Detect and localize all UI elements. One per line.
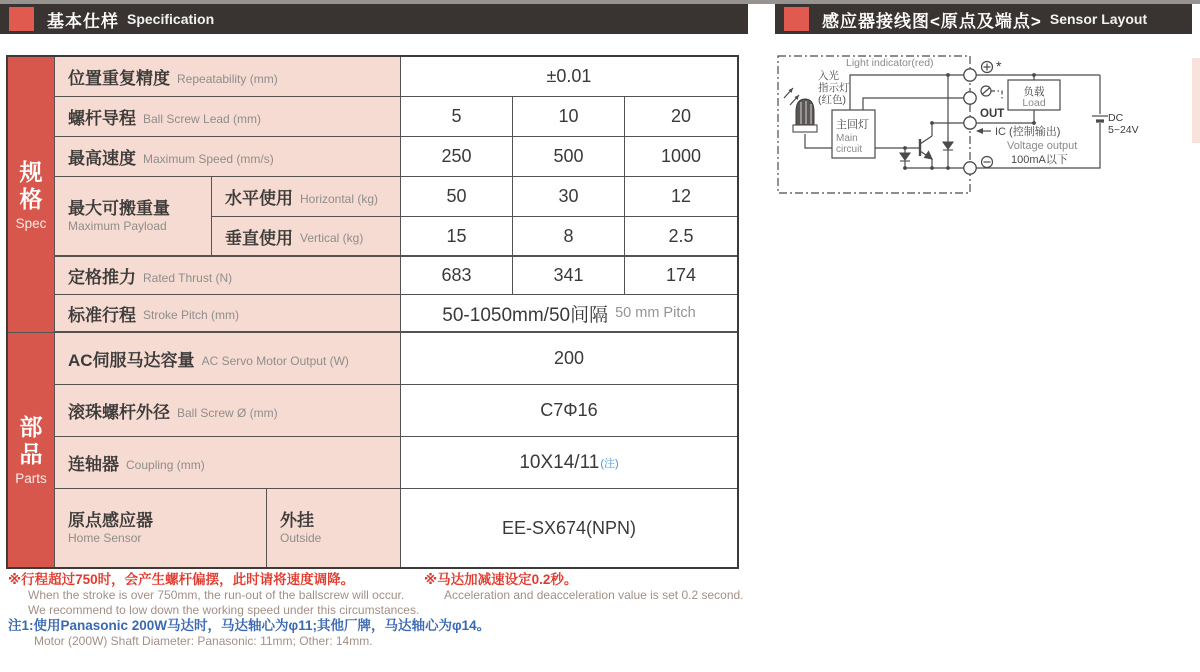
row-label-servo: AC伺服马达容量 AC Servo Motor Output (W)	[55, 333, 401, 385]
spec-en: Spec	[15, 215, 47, 231]
header-specification	[0, 4, 748, 34]
footnote-stroke-en1: When the stroke is over 750mm, the run-out of the ballscrew will occur.	[28, 588, 405, 602]
ic-label: IC (控制输出)	[995, 126, 1061, 138]
row-label-coupling: 连轴器 Coupling (mm)	[55, 437, 401, 489]
load-en: Load	[1022, 97, 1046, 109]
row-label-screw-dia: 滚珠螺杆外径 Ball Screw Ø (mm)	[55, 385, 401, 437]
value-horizontal-1: 50	[401, 177, 513, 217]
footnote-acceleration	[424, 572, 744, 603]
footnote-stroke-cn: ※行程超过750时，会产生螺杆偏摆，此时请将速度调降。	[8, 572, 355, 587]
value-thrust-2: 341	[513, 257, 625, 295]
parts-char: 品	[19, 441, 43, 467]
dc-label: DC	[1108, 112, 1124, 124]
row-label-home-outside: 外挂 Outside	[267, 489, 401, 567]
light-cn-1: 入光	[818, 70, 839, 82]
emitter-arrow-icon	[925, 152, 933, 160]
value-speed-3: 1000	[625, 137, 737, 177]
ic-arrow-head-icon	[976, 128, 983, 134]
header-sensor-layout	[775, 4, 1192, 34]
zener1-diode-icon	[900, 153, 910, 160]
light-ray-arrows-icon	[784, 88, 799, 105]
terminal-plus	[964, 69, 976, 81]
row-label-repeatability: 位置重复精度 Repeatability (mm)	[55, 57, 401, 97]
value-screw-dia: C7Φ16	[401, 385, 737, 437]
zener2-diode-icon	[943, 142, 953, 149]
header-left-title-en: Specification	[127, 11, 215, 27]
light-select-dashed-wire	[991, 91, 1002, 100]
footnote-shaft-en: Motor (200W) Shaft Diameter: Panasonic: 11mm; Other: 14mm.	[34, 634, 373, 648]
led-light-indicator-icon	[793, 99, 817, 132]
footnote-motor-shaft	[8, 618, 490, 649]
footnote-accel-en: Acceleration and deacceleration value is set 0.2 second.	[444, 588, 744, 602]
value-vertical-1: 15	[401, 217, 513, 257]
row-label-lead: 螺杆导程 Ball Screw Lead (mm)	[55, 97, 401, 137]
coupling-footnote-ref: (注)	[600, 457, 619, 470]
load-cn: 负载	[1023, 86, 1045, 98]
row-label-home-sensor: 原点感应器 Home Sensor	[55, 489, 267, 567]
row-label-speed: 最高速度 Maximum Speed (mm/s)	[55, 137, 401, 177]
specification-table	[6, 55, 739, 569]
footnote-stroke	[8, 572, 419, 617]
value-coupling: 10X14/11 (注)	[401, 437, 737, 489]
main-circuit-cn: 主回灯	[836, 119, 869, 131]
spec-char: 规	[19, 158, 43, 185]
sensor-wiring-diagram	[770, 46, 1180, 211]
main-circuit-en1: Main	[836, 133, 858, 144]
terminal-minus	[964, 162, 976, 174]
transistor-collector	[920, 136, 932, 144]
dc-range-label: 5~24V	[1108, 124, 1139, 136]
value-lead-1: 5	[401, 97, 513, 137]
value-servo: 200	[401, 333, 737, 385]
section-label-spec	[8, 57, 55, 333]
out-label: OUT	[980, 108, 1005, 120]
row-label-horizontal: 水平使用 Horizontal (kg)	[212, 177, 401, 217]
value-horizontal-2: 30	[513, 177, 625, 217]
transistor-emitter	[920, 151, 932, 168]
row-label-vertical: 垂直使用 Vertical (kg)	[212, 217, 401, 257]
value-speed-2: 500	[513, 137, 625, 177]
voltage-output-label: Voltage output	[1007, 140, 1078, 152]
terminal-out	[964, 117, 976, 129]
header-right-title-en: Sensor Layout	[1049, 11, 1148, 27]
footnote-shaft-cn: 注1:使用Panasonic 200W马达时，马达轴心为φ11;其他厂牌，马达轴心为φ14。	[8, 618, 491, 633]
value-vertical-3: 2.5	[625, 217, 737, 257]
current-limit-label: 100mA以下	[1011, 154, 1068, 166]
value-stroke: 50-1050mm/50间隔 50 mm Pitch	[401, 295, 737, 333]
parts-char: 部	[19, 414, 43, 440]
header-left-title-cn: 基本仕样	[47, 11, 119, 31]
red-square-icon	[784, 7, 809, 31]
header-right-title-cn: 感应器接线图<原点及端点>	[822, 11, 1042, 31]
row-label-stroke: 标准行程 Stroke Pitch (mm)	[55, 295, 401, 333]
red-square-icon	[9, 7, 34, 31]
light-indicator-label: Light indicator(red)	[846, 57, 934, 69]
led-wire	[805, 134, 832, 148]
page-edge-accent	[1192, 58, 1200, 143]
main-circuit-en2: circuit	[836, 144, 863, 155]
terminal-light	[964, 92, 976, 104]
value-thrust-3: 174	[625, 257, 737, 295]
value-horizontal-3: 12	[625, 177, 737, 217]
asterisk-mark: *	[996, 58, 1002, 74]
row-label-payload: 最大可搬重量 Maximum Payload	[55, 177, 212, 257]
value-speed-1: 250	[401, 137, 513, 177]
light-cn-2: 指示灯	[818, 82, 850, 94]
spec-char: 格	[19, 185, 43, 212]
footnote-accel-cn: ※马达加减速设定0.2秒。	[424, 572, 578, 587]
parts-en: Parts	[15, 471, 47, 486]
value-lead-3: 20	[625, 97, 737, 137]
value-home-sensor: EE-SX674(NPN)	[401, 489, 737, 567]
plus-wire	[850, 75, 1100, 110]
light-terminal-wire	[863, 98, 970, 110]
value-lead-2: 10	[513, 97, 625, 137]
value-vertical-2: 8	[513, 217, 625, 257]
light-cn-3: (红色)	[818, 94, 846, 106]
footnote-stroke-en2: We recommend to low down the working speed under this circumstances.	[28, 602, 420, 617]
value-thrust-1: 683	[401, 257, 513, 295]
section-label-parts	[8, 333, 55, 567]
row-label-thrust: 定格推力 Rated Thrust (N)	[55, 257, 401, 295]
value-repeatability: ±0.01	[401, 57, 737, 97]
